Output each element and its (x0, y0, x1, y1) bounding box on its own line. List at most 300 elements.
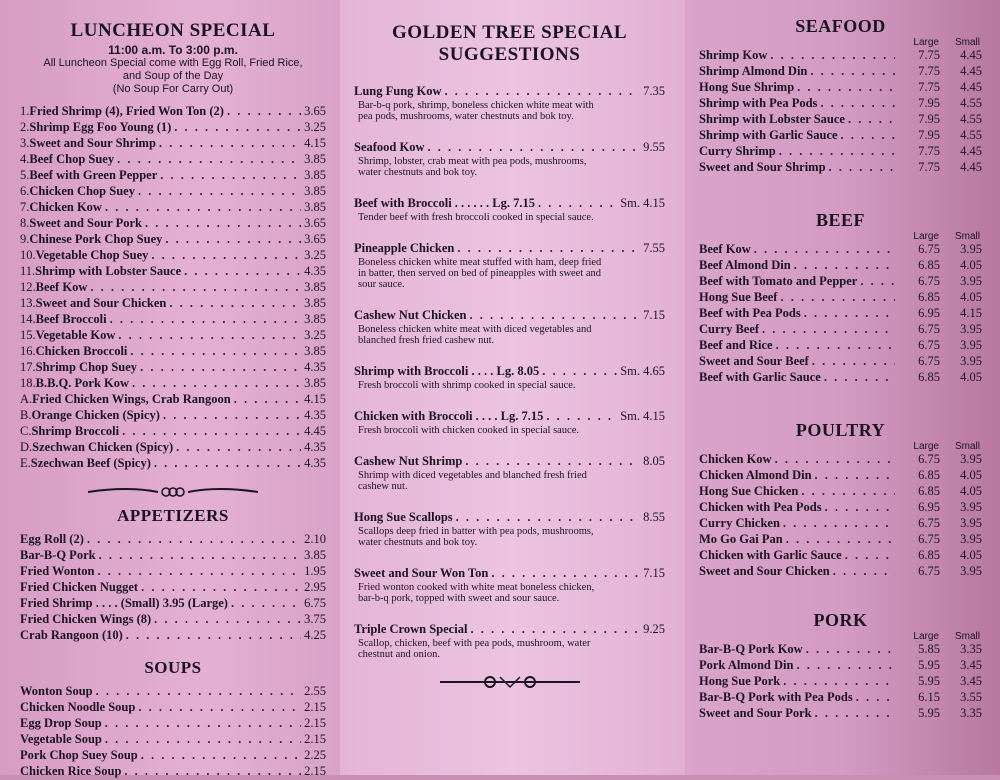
item-price-large: 6.75 (918, 564, 940, 578)
item-name: Chicken Almond Din (699, 468, 812, 482)
seafood-list (699, 48, 982, 176)
luncheon-title: LUNCHEON SPECIAL (70, 20, 276, 41)
middle-panel (340, 0, 685, 775)
item-name: Shrimp with Lobster Sauce (35, 264, 182, 278)
menu-item-row (699, 96, 982, 112)
special-item (354, 622, 665, 660)
special-item (354, 140, 665, 178)
item-number: 16. (20, 344, 36, 358)
menu-item-row (699, 48, 982, 64)
item-name: Chicken Broccoli (35, 344, 128, 358)
item-name: Sweet and Sour Won Ton (354, 566, 489, 580)
menu-item-row (20, 200, 326, 216)
menu-item-row (20, 296, 326, 312)
item-name: Szechwan Beef (Spicy) (30, 456, 151, 470)
beef-title: BEEF (815, 210, 865, 230)
menu-item-row (20, 376, 326, 392)
item-price-small: 4.05 (960, 290, 982, 304)
menu-item-row (20, 684, 326, 700)
leader-dots (445, 84, 641, 99)
item-price-small: 3.95 (960, 452, 982, 466)
item-price-large: 6.85 (918, 258, 940, 272)
item-price: 4.35 (304, 264, 326, 278)
special-item (354, 510, 665, 548)
soups-title: SOUPS (144, 658, 202, 677)
menu-item-row (20, 456, 326, 472)
leader-dots (783, 674, 895, 689)
leader-dots (97, 564, 301, 579)
item-name: Cashew Nut Shrimp (354, 454, 463, 468)
item-name: Vegetable Chop Suey (35, 248, 149, 262)
menu-item-row (699, 144, 982, 160)
menu-item-row (20, 184, 326, 200)
item-number: 4. (20, 152, 30, 166)
item-name: Sweet and Sour Pork (699, 706, 812, 720)
item-price-small: 4.45 (960, 144, 982, 158)
item-price-small: 4.05 (960, 548, 982, 562)
item-price-small: 3.95 (960, 516, 982, 530)
leader-dots (797, 80, 895, 95)
pork-list (699, 642, 982, 722)
leader-dots (126, 628, 301, 643)
leader-dots (140, 360, 301, 375)
leader-dots (138, 184, 301, 199)
item-name: Pork Chop Suey Soup (20, 748, 138, 762)
item-price-small: 4.05 (960, 370, 982, 384)
leader-dots (176, 440, 301, 455)
menu-item-row (699, 290, 982, 306)
leader-dots (845, 548, 895, 563)
item-name: Fried Chicken Nugget (20, 580, 139, 594)
menu-item-row (20, 104, 326, 120)
item-name: Sweet and Sour Pork (29, 216, 143, 230)
item-name: Shrimp Kow (699, 48, 768, 62)
soups-list (20, 684, 326, 780)
menu-item-row (20, 732, 326, 748)
special-item-row (354, 454, 665, 470)
item-price: 3.25 (304, 328, 326, 342)
item-price-small: 4.55 (960, 128, 982, 142)
menu-item-row (699, 690, 982, 706)
item-name: Bar-B-Q Pork with Pea Pods (699, 690, 853, 704)
item-price-large: 7.95 (918, 128, 940, 142)
item-price: 9.25 (643, 622, 665, 636)
beef-size-header (699, 231, 982, 242)
leader-dots (118, 328, 301, 343)
special-item (354, 566, 665, 604)
leader-dots (110, 312, 302, 327)
item-number: B. (20, 408, 32, 422)
menu-item-row (20, 716, 326, 732)
leader-dots (465, 454, 640, 469)
item-name: Fried Shrimp . . . . (Small) 3.95 (Large) (20, 596, 228, 610)
leader-dots (96, 684, 302, 699)
item-price: 3.85 (304, 152, 326, 166)
item-name: Egg Roll (2) (20, 532, 84, 546)
menu-item-row (699, 564, 982, 580)
item-name: Sweet and Sour Chicken (699, 564, 830, 578)
item-price-large: 6.75 (918, 452, 940, 466)
leader-dots (770, 48, 895, 63)
leader-dots (779, 144, 895, 159)
menu-item-row (699, 80, 982, 96)
menu-item-row (699, 484, 982, 500)
item-name: Seafood Kow (354, 140, 425, 154)
luncheon-note-3: (No Soup For Carry Out) (112, 83, 234, 95)
item-description: Tender beef with fresh broccoli cooked in special sauce. (358, 212, 594, 223)
item-price-large: 7.95 (918, 96, 940, 110)
appetizers-title: APPETIZERS (117, 506, 229, 525)
item-price: 7.15 (643, 308, 665, 322)
item-price-large: 5.95 (918, 674, 940, 688)
item-description: Fresh broccoli with shrimp cooked in special sauce. (358, 380, 576, 391)
poultry-title: POULTRY (795, 420, 886, 440)
item-number: 12. (20, 280, 36, 294)
special-item-row (354, 364, 665, 380)
item-price: 3.85 (304, 296, 326, 310)
item-price: 3.85 (304, 200, 326, 214)
leader-dots (829, 160, 895, 175)
item-price-large: 6.85 (918, 370, 940, 384)
menu-item-row (20, 424, 326, 440)
leader-dots (163, 408, 301, 423)
item-name: Chicken Noodle Soup (20, 700, 136, 714)
item-price-large: 7.75 (918, 160, 940, 174)
menu-item-row (699, 64, 982, 80)
golden-title (354, 22, 665, 66)
item-price: 3.85 (304, 184, 326, 198)
special-item (354, 308, 665, 346)
menu-item-row (20, 596, 326, 612)
leader-dots (145, 216, 301, 231)
seafood-title: SEAFOOD (795, 16, 886, 36)
special-item-row (354, 196, 665, 212)
item-price-small: 4.05 (960, 484, 982, 498)
item-description: Boneless chicken white meat with diced vegetables and blanched fresh fried cashew nut. (358, 324, 592, 346)
item-number: 18. (20, 376, 36, 390)
menu-item-row (20, 628, 326, 644)
item-name: Wonton Soup (20, 684, 93, 698)
item-name: Beef Broccoli (35, 312, 107, 326)
item-name: Curry Beef (699, 322, 760, 336)
leader-dots (783, 516, 895, 531)
item-name: Shrimp with Pea Pods (699, 96, 818, 110)
leader-dots (428, 140, 641, 155)
item-price-small: 4.15 (960, 306, 982, 320)
menu-item-row (699, 160, 982, 176)
golden-title-line-2: SUGGESTIONS (438, 44, 581, 65)
luncheon-note-1: All Luncheon Special come with Egg Roll, Fried Rice, (43, 57, 303, 69)
item-name: Shrimp Egg Foo Young (1) (29, 120, 172, 134)
leader-dots (775, 452, 895, 467)
leader-dots (815, 706, 895, 721)
menu-item-row (20, 612, 326, 628)
special-item-row (354, 622, 665, 638)
menu-item-row (20, 120, 326, 136)
menu-item-row (699, 516, 982, 532)
item-price: 4.15 (304, 392, 326, 406)
item-price-small: 3.35 (960, 706, 982, 720)
leader-dots (457, 241, 640, 256)
item-price: 7.15 (643, 566, 665, 580)
menu-item-row (699, 128, 982, 144)
item-name: Shrimp Almond Din (699, 64, 808, 78)
item-price: 3.65 (304, 216, 326, 230)
item-price-large: 6.75 (918, 338, 940, 352)
menu-item-row (20, 408, 326, 424)
item-name: Bar-B-Q Pork (20, 548, 96, 562)
item-name: Shrimp Broccoli (31, 424, 120, 438)
item-price: 2.10 (304, 532, 326, 546)
item-price-small: 3.95 (960, 500, 982, 514)
item-price-large: 6.85 (918, 548, 940, 562)
menu-item-row (699, 338, 982, 354)
leader-dots (130, 344, 301, 359)
poultry-list (699, 452, 982, 580)
leader-dots (160, 168, 301, 183)
item-price: Sm. 4.15 (620, 409, 665, 423)
item-name: Hong Sue Pork (699, 674, 781, 688)
item-price-small: 3.95 (960, 564, 982, 578)
luncheon-note-2: and Soup of the Day (122, 70, 224, 82)
item-price: 9.55 (643, 140, 665, 154)
item-price-small: 4.55 (960, 112, 982, 126)
menu-item-row (20, 440, 326, 456)
item-name: Beef with Garlic Sauce (699, 370, 821, 384)
special-item-row (354, 510, 665, 526)
item-price-small: 3.95 (960, 338, 982, 352)
item-price-large: 7.75 (918, 64, 940, 78)
leader-dots (810, 64, 895, 79)
item-name: Beef Kow (699, 242, 751, 256)
menu-item-row (20, 748, 326, 764)
item-name: Szechwan Chicken (Spicy) (32, 440, 174, 454)
item-price-small: 4.45 (960, 160, 982, 174)
item-name: Egg Drop Soup (20, 716, 102, 730)
small-label: Small (954, 631, 980, 642)
item-number: 17. (20, 360, 36, 374)
item-price-small: 4.45 (960, 80, 982, 94)
special-item-row (354, 241, 665, 257)
item-price: 4.35 (304, 360, 326, 374)
item-name: Beef and Rice (699, 338, 773, 352)
leader-dots (754, 242, 895, 257)
item-price-small: 4.45 (960, 64, 982, 78)
leader-dots (780, 290, 895, 305)
special-item (354, 241, 665, 290)
menu-item-row (699, 548, 982, 564)
item-price-large: 6.95 (918, 500, 940, 514)
item-name: Chinese Pork Chop Suey (29, 232, 163, 246)
item-price-small: 4.05 (960, 258, 982, 272)
menu-item-row (699, 354, 982, 370)
menu-item-row (699, 674, 982, 690)
item-price-small: 3.95 (960, 532, 982, 546)
large-label: Large (913, 231, 939, 242)
item-name: Curry Chicken (699, 516, 780, 530)
special-item-row (354, 140, 665, 156)
item-name: Pork Almond Din (699, 658, 794, 672)
golden-list (354, 84, 665, 660)
item-name: Hong Sue Shrimp (699, 80, 795, 94)
leader-dots (231, 596, 301, 611)
item-number: C. (20, 424, 32, 438)
pork-size-header (699, 631, 982, 642)
leader-dots (538, 196, 617, 211)
item-name: Hong Sue Chicken (699, 484, 799, 498)
menu-item-row (699, 322, 982, 338)
item-name: Triple Crown Special (354, 622, 468, 636)
leader-dots (796, 658, 895, 673)
item-price-large: 5.95 (918, 706, 940, 720)
item-price-large: 6.95 (918, 306, 940, 320)
menu-item-row (20, 548, 326, 564)
menu-item-row (20, 564, 326, 580)
item-name: Vegetable Kow (35, 328, 116, 342)
menu-item-row (699, 468, 982, 484)
menu-item-row (20, 344, 326, 360)
menu-item-row (699, 500, 982, 516)
item-price-large: 5.95 (918, 658, 940, 672)
item-number: E. (20, 456, 31, 470)
item-price-large: 7.95 (918, 112, 940, 126)
leader-dots (174, 120, 301, 135)
menu-item-row (20, 216, 326, 232)
luncheon-hours: 11:00 a.m. To 3:00 p.m. (108, 43, 238, 57)
item-price: 4.35 (304, 456, 326, 470)
item-name: Pineapple Chicken (354, 241, 455, 255)
special-item (354, 84, 665, 122)
item-price: 2.15 (304, 732, 326, 746)
special-item-row (354, 566, 665, 582)
leader-dots (786, 532, 895, 547)
item-name: Chicken with Garlic Sauce (699, 548, 842, 562)
leader-dots (105, 732, 301, 747)
leader-dots (491, 566, 640, 581)
menu-item-row (699, 112, 982, 128)
item-name: Beef Chop Suey (29, 152, 115, 166)
leader-dots (815, 468, 895, 483)
item-name: Shrimp with Broccoli . . . . Lg. 8.05 (354, 364, 540, 378)
item-name: Chicken Rice Soup (20, 764, 122, 778)
leader-dots (227, 104, 301, 119)
special-item-row (354, 84, 665, 100)
item-name: Chicken Chop Suey (29, 184, 135, 198)
item-price: 3.85 (304, 376, 326, 390)
leader-dots (848, 112, 895, 127)
leader-dots (124, 764, 301, 779)
item-price: 3.75 (304, 612, 326, 626)
item-price-small: 3.55 (960, 690, 982, 704)
small-label: Small (954, 37, 980, 48)
special-item (354, 364, 665, 391)
item-name: Bar-B-Q Pork Kow (699, 642, 803, 656)
menu-item-row (699, 274, 982, 290)
item-name: Hong Sue Beef (699, 290, 778, 304)
item-description: Bar-b-q pork, shrimp, boneless chicken white meat with pea pods, mushrooms, water chestnuts and bok toy. (358, 100, 594, 122)
item-price: 3.85 (304, 280, 326, 294)
menu-item-row (20, 152, 326, 168)
item-description: Boneless chicken white meat stuffed with ham, deep fried in batter, then served on bed of pineapples with sweet and sour sauce. (358, 257, 602, 290)
item-price-small: 3.45 (960, 658, 982, 672)
ornament-divider-2 (354, 672, 665, 692)
item-price: 2.15 (304, 716, 326, 730)
leader-dots (117, 152, 301, 167)
item-name: Orange Chicken (Spicy) (31, 408, 160, 422)
leader-dots (825, 500, 895, 515)
item-name: Fried Chicken Wings, Crab Rangoon (32, 392, 231, 406)
item-price: 1.95 (304, 564, 326, 578)
item-price-large: 7.75 (918, 144, 940, 158)
menu-item-row (699, 242, 982, 258)
item-number: 9. (20, 232, 30, 246)
leader-dots (542, 364, 617, 379)
leader-dots (860, 274, 895, 289)
item-price-small: 3.35 (960, 642, 982, 656)
leader-dots (470, 622, 640, 637)
menu-item-row (699, 306, 982, 322)
item-number: 7. (20, 200, 30, 214)
item-description: Shrimp with diced vegetables and blanched fresh fried cashew nut. (358, 470, 587, 492)
item-price: 8.05 (643, 454, 665, 468)
leader-dots (154, 456, 301, 471)
item-description: Fried wonton cooked with white meat boneless chicken, bar-b-q pork, topped with sweet and sour sauce. (358, 582, 595, 604)
item-price-small: 4.05 (960, 468, 982, 482)
item-price: 4.35 (304, 440, 326, 454)
leader-dots (234, 392, 301, 407)
menu-item-row (699, 706, 982, 722)
ornament-divider-1 (20, 482, 326, 502)
left-panel (0, 0, 340, 778)
menu-item-row (699, 452, 982, 468)
item-price: Sm. 4.15 (620, 196, 665, 210)
menu-item-row (20, 532, 326, 548)
item-name: Hong Sue Scallops (354, 510, 453, 524)
item-price-large: 6.75 (918, 242, 940, 256)
item-price-small: 4.45 (960, 48, 982, 62)
leader-dots (99, 548, 302, 563)
item-price-small: 3.95 (960, 242, 982, 256)
special-item-row (354, 308, 665, 324)
menu-item-row (20, 392, 326, 408)
item-price: 3.65 (304, 232, 326, 246)
leader-dots (105, 716, 301, 731)
item-price-large: 6.85 (918, 468, 940, 482)
item-name: Chicken with Broccoli . . . . Lg. 7.15 (354, 409, 544, 423)
menu-item-row (699, 532, 982, 548)
item-number: 8. (20, 216, 30, 230)
item-name: Fried Chicken Wings (8) (20, 612, 152, 626)
item-name: Lung Fung Kow (354, 84, 442, 98)
item-name: Shrimp with Garlic Sauce (699, 128, 838, 142)
item-price: 8.55 (643, 510, 665, 524)
item-price: 3.25 (304, 120, 326, 134)
pork-section (699, 610, 982, 722)
item-price: 3.85 (304, 312, 326, 326)
menu-item-row (20, 764, 326, 780)
leader-dots (151, 248, 301, 263)
item-description: Fresh broccoli with chicken cooked in special sauce. (358, 425, 580, 436)
item-description: Scallops deep fried in batter with pea pods, mushrooms, water chestnuts and bok toy. (358, 526, 594, 548)
item-number: D. (20, 440, 33, 454)
item-name: B.B.Q. Pork Kow (35, 376, 130, 390)
item-price: Sm. 4.65 (620, 364, 665, 378)
item-price-large: 5.85 (918, 642, 940, 656)
item-name: Fried Wonton (20, 564, 95, 578)
poultry-size-header (699, 441, 982, 452)
item-number: A. (20, 392, 33, 406)
special-item-row (354, 409, 665, 425)
